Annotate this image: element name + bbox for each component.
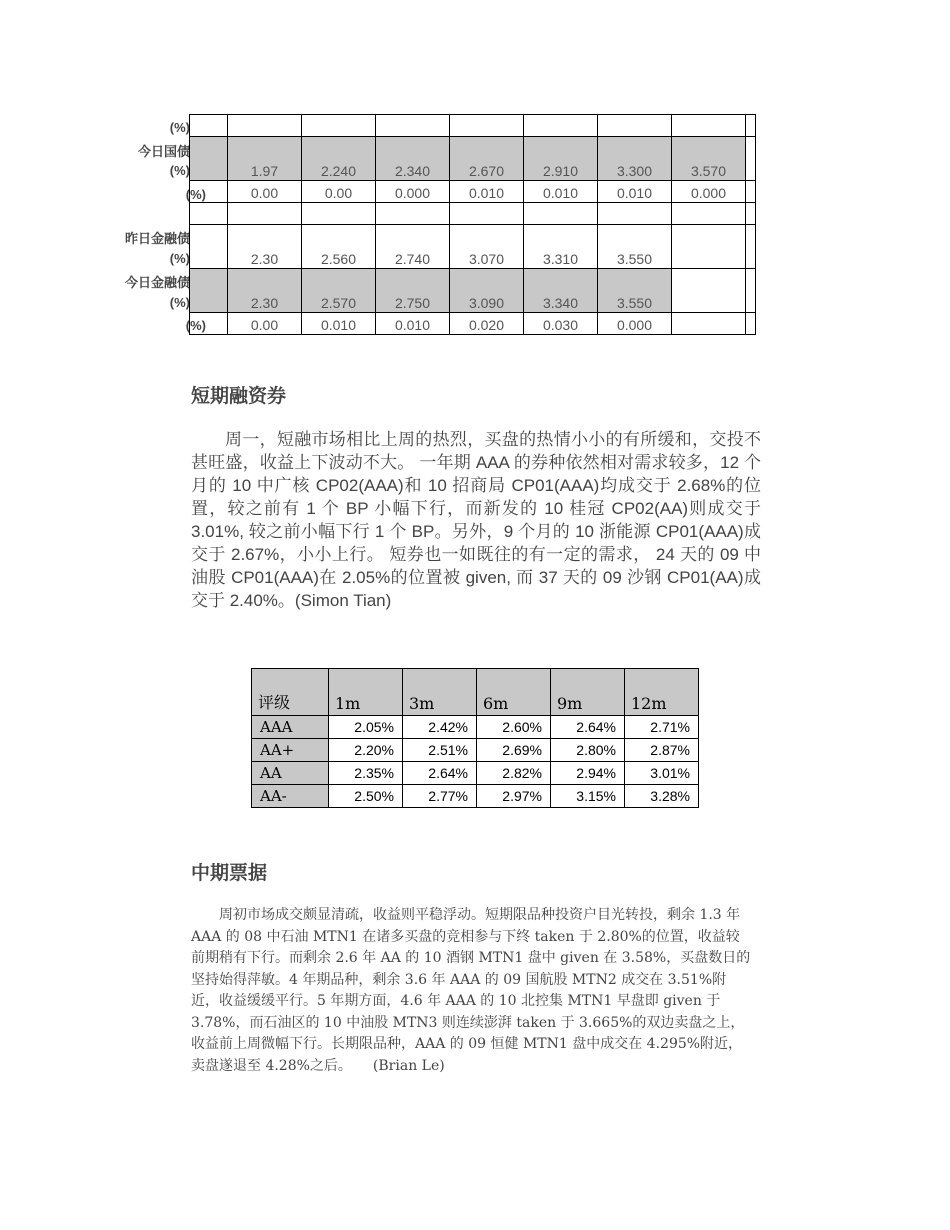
yield-cell [302,115,376,137]
yield-cell: 2.30 [228,225,302,269]
row-label: (%) [169,163,190,178]
row-label: (%) [185,187,206,202]
cp-value-cell: 2.60% [477,716,551,739]
yield-cell-blank [190,203,228,225]
yield-cell [376,115,450,137]
cp-header-cell: 3m [403,669,477,716]
cp-value-cell: 2.42% [403,716,477,739]
yield-cell [598,203,672,225]
cp-header-cell: 6m [477,669,551,716]
cp-row [252,785,699,808]
yield-cell [672,225,746,269]
cp-value-cell: 2.51% [403,739,477,762]
yield-cell-blank [190,313,228,335]
yield-cell: 0.010 [598,181,672,203]
cp-header-row [252,669,699,716]
yield-cell [524,115,598,137]
cp-value-cell: 2.35% [329,762,403,785]
yield-cell [598,115,672,137]
cp-value-cell: 3.15% [551,785,625,808]
yield-cell: 0.000 [376,181,450,203]
row-label: (%) [169,120,190,135]
yield-cell: 2.570 [302,269,376,313]
cp-rating-cell: AA+ [252,739,329,762]
yield-cell [672,269,746,313]
cp-header-cell: 12m [625,669,699,716]
cp-value-cell: 2.77% [403,785,477,808]
yield-cell: 3.090 [450,269,524,313]
cp-rating-cell: AAA [252,716,329,739]
yield-cell: 2.560 [302,225,376,269]
yield-cell-blank [746,225,756,269]
yield-cell: 3.070 [450,225,524,269]
yield-cell: 3.550 [598,225,672,269]
cp-value-cell: 2.50% [329,785,403,808]
row-label: 今日国债 [137,144,190,159]
yield-cell: 3.340 [524,269,598,313]
yield-cell: 3.310 [524,225,598,269]
yield-cell: 2.670 [450,137,524,181]
yield-cell: 3.550 [598,269,672,313]
yield-cell-blank [190,115,228,137]
yield-cell [450,203,524,225]
row-label: (%) [185,318,206,333]
yield-cell-blank [190,181,228,203]
row-label: (%) [169,295,190,310]
cp-row [252,716,699,739]
yield-cell: 0.010 [450,181,524,203]
yield-cell-blank [746,115,756,137]
yield-cell-blank [746,269,756,313]
yield-cell: 1.97 [228,137,302,181]
cp-rating-table [251,668,699,808]
yield-cell [302,203,376,225]
row-label: (%) [169,251,190,266]
yield-cell: 0.010 [302,313,376,335]
yield-cell: 2.740 [376,225,450,269]
yield-cell [672,115,746,137]
cp-rating-cell: AA [252,762,329,785]
cp-value-cell: 2.69% [477,739,551,762]
cp-value-cell: 2.64% [551,716,625,739]
yield-cell: 0.000 [672,181,746,203]
yield-cell: 2.240 [302,137,376,181]
yield-row [190,181,756,203]
yield-row [190,203,756,225]
yield-row [190,137,756,181]
yield-cell-blank [190,225,228,269]
cp-value-cell: 2.80% [551,739,625,762]
yield-cell-blank [746,137,756,181]
yield-cell-blank [190,269,228,313]
yield-cell: 0.020 [450,313,524,335]
cp-header-cell: 1m [329,669,403,716]
mtn-paragraph: 周初市场成交颇显清疏，收益则平稳浮动。短期限品种投资户目光转投，剩余 1.3 年 AAA 的 08 中石油 MTN1 在诸多买盘的竞相参与下终 taken 于 2.80%的位置，收益较前期稍有下行。而剩余 2.6 年 AA 的 10 酒钢 MTN1 盘中 given 在 3.58%，买盘数日的坚持始得萍敏。4 年期品种，剩余 3.6 年 AAA 的 09 国航股 MTN2 成交在 3.51%附近，收益缓缓平行。5 年期方面，4.6 年 AAA 的 10 北控集 MTN1 早盘即 given 于 3.78%，而石油区的 10 中油股 MTN3 则连续澎湃 taken 于 3.665%的双边卖盘之上，收益前上周微幅下行。长期限品种，AAA 的 09 恒健 MTN1 盘中成交在 4.295%附近，卖盘遂退至 4.28%之后。 (Brian Le) [191,907,751,1074]
yield-cell: 3.300 [598,137,672,181]
yield-row [190,115,756,137]
row-label: 今日金融债 [124,275,190,290]
cp-value-cell: 2.94% [551,762,625,785]
cp-value-cell: 2.20% [329,739,403,762]
section-title-cp: 短期融资券 [191,386,287,407]
yield-cell: 2.30 [228,269,302,313]
yield-cell: 2.340 [376,137,450,181]
yield-cell: 0.00 [302,181,376,203]
cp-header-cell: 评级 [252,669,329,716]
yield-cell-blank [190,137,228,181]
yield-row [190,269,756,313]
yield-cell: 2.750 [376,269,450,313]
cp-header-cell: 9m [551,669,625,716]
yield-cell: 0.00 [228,181,302,203]
yield-cell: 2.910 [524,137,598,181]
yield-cell-blank [746,181,756,203]
yield-cell-blank [746,203,756,225]
section-title-mtn: 中期票据 [191,863,268,884]
cp-value-cell: 2.64% [403,762,477,785]
yield-cell [450,115,524,137]
yield-cell: 0.010 [376,313,450,335]
cp-row [252,739,699,762]
cp-value-cell: 3.01% [625,762,699,785]
yield-cell: 0.00 [228,313,302,335]
yield-cell [672,203,746,225]
yield-cell: 3.570 [672,137,746,181]
row-label: 昨日金融债 [124,231,190,246]
cp-row [252,762,699,785]
yield-cell: 0.010 [524,181,598,203]
cp-value-cell: 2.82% [477,762,551,785]
yield-cell [228,203,302,225]
cp-value-cell: 2.05% [329,716,403,739]
yield-cell [672,313,746,335]
cp-value-cell: 2.71% [625,716,699,739]
cp-value-cell: 3.28% [625,785,699,808]
cp-value-cell: 2.87% [625,739,699,762]
yield-cell [376,203,450,225]
yield-row [190,225,756,269]
cp-paragraph: 周一，短融市场相比上周的热烈，买盘的热情小小的有所缓和，交投不甚旺盛，收益上下波动不大。 一年期 AAA 的券种依然相对需求较多，12 个月的 10 中广核 CP02(AAA)和 10 招商局 CP01(AAA)均成交于 2.68%的位置，较之前有 1 个 BP 小幅下行，而新发的 10 桂冠 CP02(AA)则成交于 3.01%, 较之前小幅下行 1 个 BP。另外，9 个月的 10 浙能源 CP01(AAA)成交于 2.67%，小小上行。 短券也一如既往的有一定的需求， 24 天的 09 中油股 CP01(AAA)在 2.05%的位置被 given, 而 37 天的 09 沙钢 CP01(AA)成交于 2.40%。(Simon Tian) [191,430,761,610]
cp-rating-cell: AA- [252,785,329,808]
cp-value-cell: 2.97% [477,785,551,808]
yield-cell [228,115,302,137]
yield-row [190,313,756,335]
yield-cell-blank [746,313,756,335]
yield-cell: 0.030 [524,313,598,335]
yield-cell: 0.000 [598,313,672,335]
yield-table [189,114,756,335]
yield-cell [524,203,598,225]
